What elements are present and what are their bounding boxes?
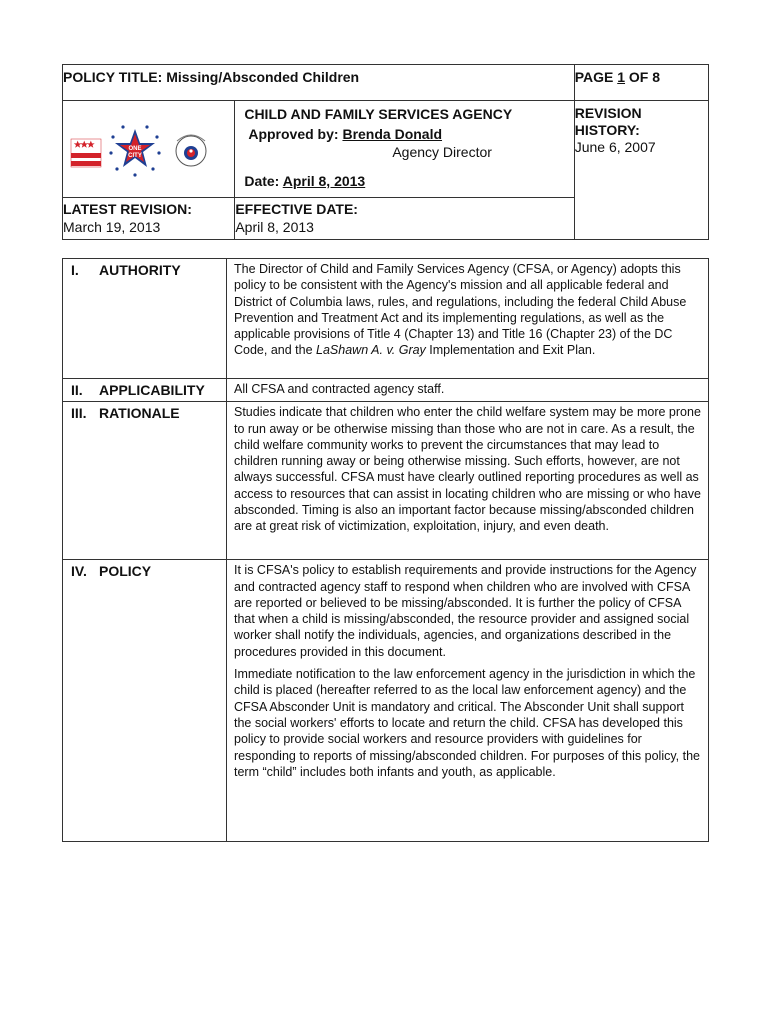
section-title: RATIONALE xyxy=(99,405,180,422)
section-number: II. xyxy=(71,382,83,398)
section-heading xyxy=(63,560,227,842)
authority-italic-text: LaShawn A. v. Gray xyxy=(316,343,426,358)
revision-history-date: June 6, 2007 xyxy=(574,139,656,155)
approved-label: Approved by: xyxy=(248,126,339,142)
section-number: IV. xyxy=(71,563,87,580)
section-row-policy xyxy=(63,560,709,842)
section-row-rationale xyxy=(63,402,709,560)
policy-title-label: POLICY TITLE: xyxy=(63,69,163,85)
one-city-text: ONE xyxy=(128,146,142,152)
revision-history-cell xyxy=(574,101,708,240)
section-number: III. xyxy=(71,405,87,422)
one-city-logo-icon xyxy=(109,125,160,176)
dc-flag-icon xyxy=(71,139,101,167)
page-number-cell xyxy=(574,65,708,101)
section-heading xyxy=(63,259,227,379)
section-paragraph: Immediate notification to the law enforcement agency in the jurisdiction in which the child is placed (hereafter referred to as the local law enforcement agency) and the CFSA Absconder Unit is mandatory and critical. The Absconder Unit shall support the social workers' efforts to locate and return the child. CFSA has developed this policy to provide social workers and resource providers with guidelines for responding to reports of missing/absconded children. For purposes of this policy, the term “child” includes both infants and youth, as applicable. xyxy=(234,667,700,779)
authority-tail-text: Implementation and Exit Plan. xyxy=(425,343,596,358)
latest-revision-cell xyxy=(63,198,235,240)
agency-name: CHILD AND FAMILY SERVICES AGENCY xyxy=(244,106,513,122)
policy-sections-table xyxy=(62,258,709,842)
section-title: POLICY xyxy=(99,563,152,580)
section-paragraph: It is CFSA's policy to establish requirements and provide instructions for the Agency and contracted agency staff to respond when children who are involved with CFSA are reported or believed to be missing/absconded. It is further the policy of CFSA that when a child is missing/absconded, the resource provider and assigned social worker shall notify the individuals, agencies, and organizations described in the procedures provided in this document. xyxy=(234,563,697,659)
revision-history-label: REVISION HISTORY: xyxy=(574,105,642,138)
date-value: April 8, 2013 xyxy=(282,173,366,189)
cfsa-seal-icon xyxy=(176,135,206,166)
section-body xyxy=(227,379,709,402)
policy-title: Missing/Absconded Children xyxy=(166,69,360,85)
section-heading xyxy=(63,402,227,560)
section-row-authority xyxy=(63,259,709,379)
approved-name: Brenda Donald xyxy=(342,126,443,142)
effective-date-cell xyxy=(235,198,574,240)
page-number: 1 xyxy=(617,69,626,85)
section-paragraph: Studies indicate that children who enter the child welfare system may be more prone to run away or be otherwise missing than those who are not in care. As a result, the child welfare community works to prevent the circumstances that may lead to children running away or being otherwise missing. Such efforts, however, are not always successful. CFSA must have clearly outlined reporting procedures as well as access to resources that can assist in locating children who are missing or who have absconded. Timing is also an important factor because missing/absconded children are at great risk of victimization, exploitation, injury, and even death. xyxy=(234,405,701,534)
page-label: PAGE xyxy=(574,69,614,85)
section-title: AUTHORITY xyxy=(99,262,181,278)
logos-cell xyxy=(63,101,235,198)
authority-text: The Director of Child and Family Services Agency (CFSA, or Agency) adopts this policy to be consistent with the Agency's mission and all applicable federal and District of Columbia laws, rules, and regulations, including the federal Child Abuse Prevention and Treatment Act and its implementing regulations, as well as the applicable provisions of Title 4 (Chapter 13) and Title 16 (Chapter 23) of the DC Code, and the xyxy=(234,262,687,358)
agency-logos xyxy=(63,101,225,197)
section-paragraph: All CFSA and contracted agency staff. xyxy=(234,382,445,396)
section-heading xyxy=(63,379,227,402)
section-body xyxy=(227,402,709,560)
section-number: I. xyxy=(71,262,79,278)
approver-title: Agency Director xyxy=(392,144,492,160)
page-of: OF 8 xyxy=(628,69,661,85)
date-line xyxy=(244,171,563,191)
section-body xyxy=(227,259,709,379)
effective-date-label: EFFECTIVE DATE: xyxy=(235,201,358,217)
section-row-applicability xyxy=(63,379,709,402)
approved-line xyxy=(244,125,563,143)
policy-title-cell xyxy=(63,65,575,101)
date-label: Date: xyxy=(244,173,280,189)
section-body xyxy=(227,560,709,842)
section-title: APPLICABILITY xyxy=(99,382,205,398)
section-paragraph xyxy=(234,261,701,359)
effective-date: April 8, 2013 xyxy=(235,219,314,235)
latest-revision-label: LATEST REVISION: xyxy=(63,201,192,217)
policy-header-table xyxy=(62,64,709,240)
svg-text:CITY: CITY xyxy=(128,153,142,159)
latest-revision-date: March 19, 2013 xyxy=(63,219,161,235)
agency-info-cell xyxy=(235,101,574,198)
